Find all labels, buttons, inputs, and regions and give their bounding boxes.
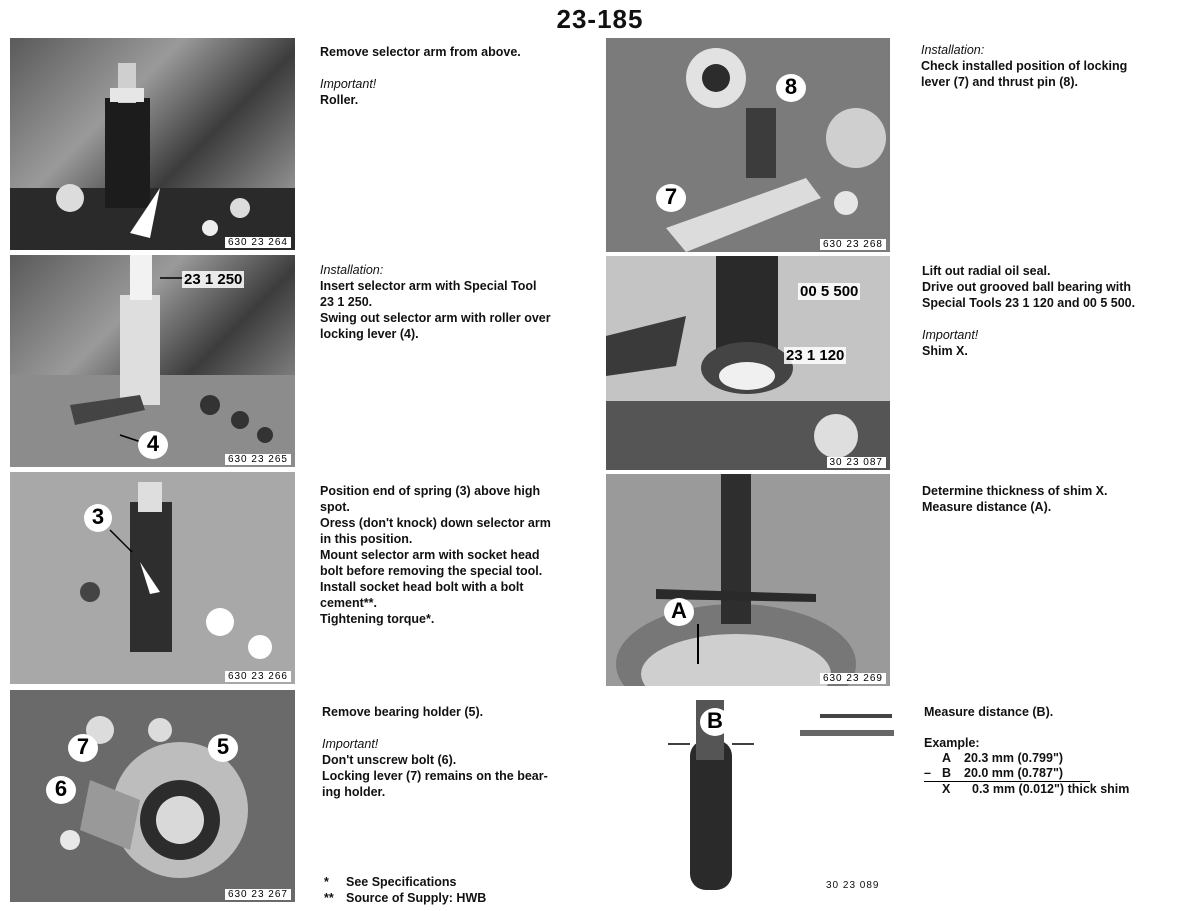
photo-measure-distance-b (660, 690, 894, 896)
callout-4: 4 (138, 431, 168, 459)
callout-5: 5 (208, 734, 238, 762)
photo-id: 630 23 265 (225, 454, 291, 465)
photo-selector-arm-removal (10, 38, 295, 250)
photo-id: 630 23 266 (225, 671, 291, 682)
important-label: Important! (320, 77, 377, 91)
step-line: Lift out radial oil seal. (922, 264, 1051, 278)
photo-id: 630 23 269 (820, 673, 886, 684)
step-line: Don't unscrew bolt (6). (322, 753, 457, 767)
important-label: Important! (322, 737, 379, 751)
photo-illustration (606, 38, 890, 252)
callout-b: B (700, 708, 730, 736)
photo-illustration (660, 690, 894, 896)
photo-id: 30 23 087 (827, 457, 887, 468)
example-var: A (942, 751, 952, 765)
example-row-b (924, 766, 1090, 782)
footnote-mark: * (324, 875, 329, 889)
step-line: locking lever (4). (320, 327, 419, 341)
example-var: X (942, 782, 951, 796)
example-suffix: thick shim (1064, 782, 1130, 796)
step-line: Mount selector arm with socket head (320, 548, 540, 562)
installation-label: Installation: (320, 263, 384, 277)
step-line: Install socket head bolt with a bolt (320, 580, 524, 594)
footnote-text: See Specifications (346, 875, 457, 889)
step-measure-b (924, 704, 1194, 720)
photo-spring-position (10, 472, 295, 684)
callout-a: A (664, 598, 694, 626)
example-value: 20.0 mm (0.787") (964, 766, 1064, 780)
photo-measure-distance-a (606, 474, 890, 686)
installation-label: Installation: (921, 43, 985, 57)
step-line: Locking lever (7) remains on the bear- (322, 769, 548, 783)
important-label: Important! (922, 328, 979, 342)
photo-illustration (606, 474, 890, 686)
photo-illustration (10, 38, 295, 250)
step-check-locking-lever (921, 42, 1191, 90)
photo-illustration (10, 472, 295, 684)
step-line: Check installed position of locking (921, 59, 1128, 73)
example-sign (924, 751, 942, 766)
page-number: 23-185 (556, 4, 644, 34)
step-line: spot. (320, 500, 350, 514)
example-value: 0.3 mm (0.012") (972, 782, 1065, 796)
step-remove-selector-arm (320, 44, 590, 108)
step-line: Insert selector arm with Special Tool (320, 279, 537, 293)
tool-label: 23 1 250 (184, 271, 243, 288)
example-row-x (924, 782, 1129, 797)
step-line: Determine thickness of shim X. (922, 484, 1108, 498)
callout-8: 8 (776, 74, 806, 102)
step-line: bolt before removing the special tool. (320, 564, 543, 578)
step-line: Tightening torque*. (320, 612, 435, 626)
step-install-selector-arm (320, 262, 590, 342)
shim-example-table (924, 736, 1129, 797)
example-var: B (942, 766, 952, 780)
photo-id: 630 23 268 (820, 239, 886, 250)
photo-bearing-holder (10, 690, 295, 902)
callout-7: 7 (656, 184, 686, 212)
example-row-a (924, 751, 1129, 766)
footnote-mark: ** (324, 891, 334, 905)
step-line: Remove bearing holder (5). (322, 705, 484, 719)
photo-id: 630 23 267 (225, 889, 291, 900)
tool-label: 00 5 500 (800, 283, 859, 300)
step-line: Drive out grooved ball bearing with (922, 280, 1132, 294)
step-line: Remove selector arm from above. (320, 45, 521, 59)
step-line: Measure distance (B). (924, 705, 1054, 719)
step-drive-out-bearing (922, 263, 1192, 359)
step-line: Measure distance (A). (922, 500, 1052, 514)
photo-id: 30 23 089 (826, 880, 880, 891)
step-line: Oress (don't knock) down selector arm (320, 516, 551, 530)
callout-7: 7 (68, 734, 98, 762)
footnote-text: Source of Supply: HWB (346, 891, 487, 905)
photo-drive-out-bearing (606, 256, 890, 470)
step-line: Position end of spring (3) above high (320, 484, 541, 498)
example-label: Example: (924, 736, 980, 750)
photo-id: 630 23 264 (225, 237, 291, 248)
example-sign: – (924, 766, 931, 780)
step-line: Roller. (320, 93, 359, 107)
step-line: Special Tools 23 1 120 and 00 5 500. (922, 296, 1136, 310)
photo-locking-lever-thrust-pin (606, 38, 890, 252)
photo-selector-arm-installation (10, 255, 295, 467)
step-line: in this position. (320, 532, 413, 546)
step-line: cement**. (320, 596, 377, 610)
footnotes (324, 874, 486, 906)
example-sign (924, 782, 942, 797)
tool-label: 23 1 120 (786, 347, 845, 364)
footnote-source (324, 890, 486, 906)
step-position-spring (320, 483, 590, 627)
footnote-specifications (324, 874, 486, 890)
step-line: Shim X. (922, 344, 968, 358)
step-line: ing holder. (322, 785, 386, 799)
callout-6: 6 (46, 776, 76, 804)
step-line: lever (7) and thrust pin (8). (921, 75, 1078, 89)
step-determine-shim (922, 483, 1192, 515)
step-line: Swing out selector arm with roller over (320, 311, 551, 325)
example-value: 20.3 mm (0.799") (964, 751, 1064, 765)
callout-3: 3 (84, 504, 112, 532)
step-line: 23 1 250. (320, 295, 373, 309)
step-remove-bearing-holder (322, 704, 592, 800)
